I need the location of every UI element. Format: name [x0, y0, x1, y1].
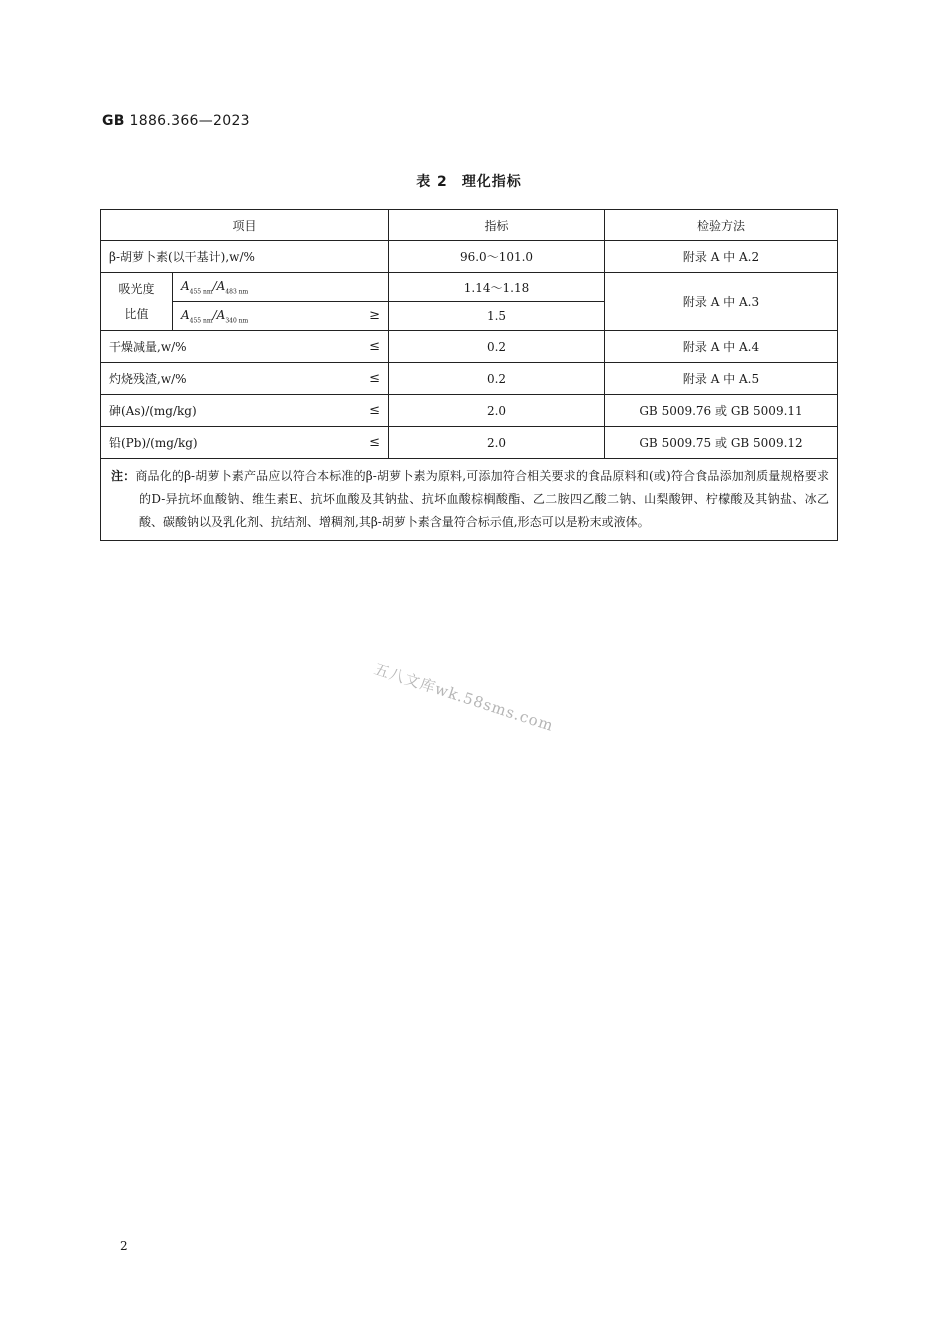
- row-item-label: 砷(As)/(mg/kg): [109, 404, 197, 418]
- standard-code: [102, 113, 250, 129]
- table-note: [101, 459, 838, 541]
- absorbance-ratio-2: [173, 302, 389, 331]
- page-number: 2: [120, 1239, 128, 1253]
- row-method: GB 5009.76 或 GB 5009.11: [605, 395, 838, 427]
- physicochemical-spec-table: [100, 209, 838, 541]
- row-method: 附录 A 中 A.5: [605, 363, 838, 395]
- table-title-text: 理化指标: [461, 174, 522, 190]
- table-number: 表 2: [416, 174, 448, 190]
- row-method: 附录 A 中 A.4: [605, 331, 838, 363]
- row-value: 2.0: [389, 395, 605, 427]
- row-value: 96.0～101.0: [389, 241, 605, 273]
- row-item-label: 干燥减量,w/%: [109, 340, 187, 354]
- table-row-arsenic: [101, 395, 838, 427]
- table-note-row: [101, 459, 838, 541]
- table-row-lead: [101, 427, 838, 459]
- comparison-symbol: ≤: [369, 435, 381, 450]
- table-row-beta-carotene: [101, 241, 838, 273]
- row-method: GB 5009.75 或 GB 5009.12: [605, 427, 838, 459]
- header-method: 检验方法: [605, 210, 838, 241]
- absorbance-method: 附录 A 中 A.3: [605, 273, 838, 331]
- row-item-label: 灼烧残渣,w/%: [109, 372, 187, 386]
- row-item: [101, 363, 389, 395]
- row-item-label: 铅(Pb)/(mg/kg): [109, 436, 198, 450]
- ratio-numerator-symbol: A: [181, 278, 190, 293]
- table-row-residue-on-ignition: [101, 363, 838, 395]
- absorbance-ratio-1: [173, 273, 389, 302]
- absorbance-label-line2: 比值: [124, 306, 149, 321]
- comparison-symbol: ≤: [369, 403, 381, 418]
- ratio-denominator-subscript: 340 nm: [225, 317, 249, 325]
- ratio-numerator-subscript: 455 nm: [189, 288, 213, 296]
- table-row-absorbance-1: [101, 273, 838, 302]
- row-item: β-胡萝卜素(以干基计),w/%: [101, 241, 389, 273]
- row-value: 0.2: [389, 363, 605, 395]
- absorbance-value-2: 1.5: [389, 302, 605, 331]
- row-value: 2.0: [389, 427, 605, 459]
- table-title: [0, 171, 938, 191]
- ratio-separator: /: [212, 278, 217, 293]
- note-text: 商品化的β-胡萝卜素产品应以符合本标准的β-胡萝卜素为原料,可添加符合相关要求的食品原料和(或)符合食品添加剂质量规格要求的D-异抗坏血酸钠、维生素E、抗坏血酸及其钠盐、抗坏血酸棕榈酸酯、乙二胺四乙酸二钠、山梨酸钾、柠檬酸及其钠盐、冰乙酸、碳酸钠以及乳化剂、抗结剂、增稠剂,其β-胡萝卜素含量符合标示值,形态可以是粉末或液体。: [135, 469, 830, 529]
- row-item: [101, 395, 389, 427]
- table-row-loss-on-drying: [101, 331, 838, 363]
- table-header-row: [101, 210, 838, 241]
- standard-prefix: GB: [102, 113, 125, 129]
- ratio-numerator-symbol: A: [181, 307, 190, 322]
- absorbance-value-1: 1.14～1.18: [389, 273, 605, 302]
- comparison-symbol: ≤: [369, 339, 381, 354]
- ratio-denominator-symbol: A: [216, 278, 226, 293]
- comparison-symbol: ≥: [369, 308, 381, 324]
- header-item: 项目: [101, 210, 389, 241]
- watermark: 五八文库wk.58sms.com: [371, 659, 557, 736]
- ratio-denominator-subscript: 483 nm: [225, 288, 249, 296]
- row-item: [101, 331, 389, 363]
- row-item: [101, 427, 389, 459]
- note-label: 注：: [111, 469, 136, 483]
- standard-number: 1886.366—2023: [129, 113, 250, 129]
- header-value: 指标: [389, 210, 605, 241]
- ratio-denominator-symbol: A: [216, 307, 226, 322]
- ratio-separator: /: [212, 307, 217, 322]
- ratio-numerator-subscript: 455 nm: [189, 317, 213, 325]
- row-method: 附录 A 中 A.2: [605, 241, 838, 273]
- comparison-symbol: ≤: [369, 371, 381, 386]
- absorbance-label-line1: 吸光度: [118, 281, 155, 296]
- absorbance-label: [101, 273, 173, 331]
- row-value: 0.2: [389, 331, 605, 363]
